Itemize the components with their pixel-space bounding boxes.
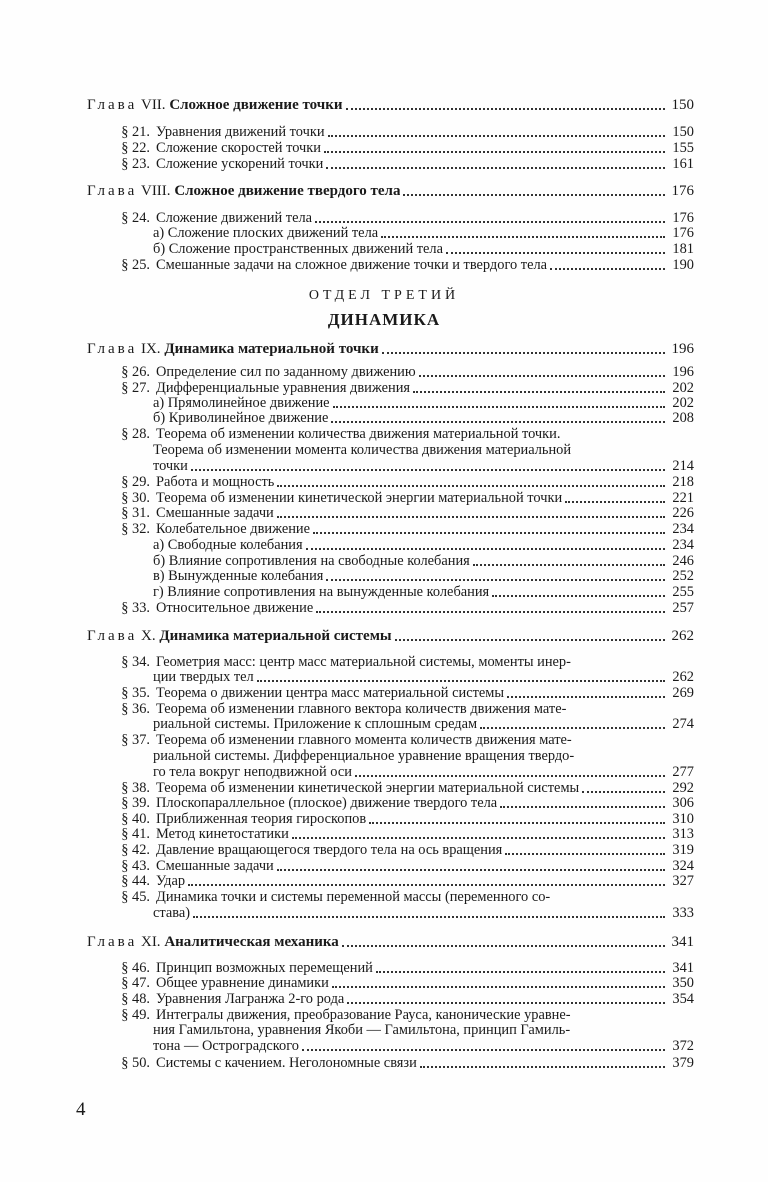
entry-title: Теорема об изменении кинетической энергии материальной системы bbox=[156, 780, 580, 796]
toc-entry bbox=[153, 442, 694, 459]
toc-entry bbox=[153, 669, 694, 686]
section-number: § 39. bbox=[121, 795, 150, 811]
page-ref: 379 bbox=[672, 1055, 694, 1071]
section-number: § 36. bbox=[121, 701, 150, 717]
chapter-row bbox=[87, 97, 694, 114]
dot-leader bbox=[302, 1049, 665, 1051]
entry-title: Работа и мощность bbox=[156, 474, 275, 490]
dot-leader bbox=[331, 421, 665, 423]
toc-entry bbox=[108, 257, 694, 274]
section-number: § 47. bbox=[121, 975, 150, 991]
dot-leader bbox=[346, 108, 665, 110]
dot-leader bbox=[395, 639, 665, 641]
dot-leader bbox=[376, 971, 665, 973]
page-ref: 196 bbox=[672, 364, 694, 380]
chapter-roman: VII. bbox=[140, 97, 166, 113]
page-number: 4 bbox=[76, 1099, 86, 1120]
toc-entry bbox=[153, 1022, 694, 1039]
toc-entry bbox=[108, 140, 694, 157]
page-ref: 277 bbox=[672, 764, 694, 780]
entry-title: Сложение движений тела bbox=[156, 210, 313, 226]
toc-entry bbox=[153, 764, 694, 781]
toc-entry bbox=[108, 685, 694, 702]
entry-title: Давление вращающегося твердого тела на ось вращения bbox=[156, 842, 503, 858]
chapter-title bbox=[87, 628, 392, 645]
entry-title: точки bbox=[153, 458, 188, 474]
page-ref: 372 bbox=[672, 1038, 694, 1054]
toc-entry bbox=[153, 748, 694, 765]
section-number: § 21. bbox=[121, 124, 150, 140]
section-number: § 48. bbox=[121, 991, 150, 1007]
dot-leader bbox=[347, 1002, 665, 1004]
dot-leader bbox=[332, 986, 665, 988]
toc-entry bbox=[153, 537, 694, 554]
dot-leader bbox=[191, 469, 665, 471]
chapter-word: Глава bbox=[87, 183, 138, 199]
dot-leader bbox=[193, 916, 665, 918]
page-ref: 214 bbox=[672, 458, 694, 474]
entry-title: б) Сложение пространственных движений тела bbox=[153, 241, 443, 257]
dot-leader bbox=[420, 1066, 665, 1068]
page-ref: 190 bbox=[672, 257, 694, 273]
section-number: § 26. bbox=[121, 364, 150, 380]
chapter-word: Глава bbox=[87, 934, 138, 950]
dot-leader bbox=[277, 869, 665, 871]
page-ref: 208 bbox=[672, 410, 694, 426]
entry-title: риальной системы. Приложение к сплошным средам bbox=[153, 716, 478, 732]
section-number: § 31. bbox=[121, 505, 150, 521]
entry-title: Геометрия масс: центр масс материальной системы, моменты инер- bbox=[156, 654, 571, 670]
dot-leader bbox=[480, 727, 665, 729]
section-number: § 23. bbox=[121, 156, 150, 172]
dot-leader bbox=[326, 579, 665, 581]
entry-title: Приближенная теория гироскопов bbox=[156, 811, 367, 827]
dot-leader bbox=[507, 696, 665, 698]
dot-leader bbox=[277, 485, 665, 487]
entry-title: Плоскопараллельное (плоское) движение твердого тела bbox=[156, 795, 498, 811]
page-ref: 176 bbox=[672, 225, 694, 241]
section-number: § 24. bbox=[121, 210, 150, 226]
page-ref: 161 bbox=[672, 156, 694, 172]
dot-leader bbox=[313, 532, 665, 534]
dot-leader bbox=[342, 945, 665, 947]
page-ref: 306 bbox=[672, 795, 694, 811]
chapter-row bbox=[87, 341, 694, 358]
dot-leader bbox=[306, 548, 665, 550]
section-number: § 42. bbox=[121, 842, 150, 858]
entry-title: Определение сил по заданному движению bbox=[156, 364, 416, 380]
chapter-name: Динамика материальной точки bbox=[164, 341, 379, 357]
dot-leader bbox=[473, 564, 665, 566]
chapter-row bbox=[87, 934, 694, 951]
entry-title: в) Вынужденные колебания bbox=[153, 568, 324, 584]
dot-leader bbox=[292, 837, 665, 839]
entry-title: Смешанные задачи на сложное движение точки и твердого тела bbox=[156, 257, 548, 273]
entry-title: Теорема об изменении главного вектора количеств движения мате- bbox=[156, 701, 567, 717]
entry-title: Сложение скоростей точки bbox=[156, 140, 321, 156]
toc-entry bbox=[153, 584, 694, 601]
dot-leader bbox=[403, 194, 665, 196]
dot-leader bbox=[565, 501, 665, 503]
dot-leader bbox=[419, 375, 665, 377]
dot-leader bbox=[326, 167, 665, 169]
entry-title: Теорема о движении центра масс материальной системы bbox=[156, 685, 505, 701]
chapter-name: Сложное движение твердого тела bbox=[174, 183, 401, 199]
entry-title: Удар bbox=[156, 873, 186, 889]
chapter-word: Глава bbox=[87, 628, 138, 644]
entry-title: Смешанные задачи bbox=[156, 505, 274, 521]
section-number: § 50. bbox=[121, 1055, 150, 1071]
dot-leader bbox=[355, 775, 665, 777]
toc-entry bbox=[108, 364, 694, 381]
chapter-roman: XI. bbox=[140, 934, 161, 950]
chapter-word: Глава bbox=[87, 97, 138, 113]
department-label: ОТДЕЛ ТРЕТИЙ bbox=[308, 288, 460, 303]
toc-entry bbox=[153, 716, 694, 733]
page-ref: 150 bbox=[672, 124, 694, 140]
page-ref: 221 bbox=[672, 490, 694, 506]
dot-leader bbox=[505, 853, 665, 855]
toc-entry bbox=[108, 600, 694, 617]
chapter-name: Динамика материальной системы bbox=[159, 628, 392, 644]
dot-leader bbox=[446, 252, 665, 254]
section-number: § 32. bbox=[121, 521, 150, 537]
entry-title: б) Криволинейное движение bbox=[153, 410, 329, 426]
dot-leader bbox=[333, 406, 665, 408]
entry-title: Сложение ускорений точки bbox=[156, 156, 324, 172]
chapter-word: Глава bbox=[87, 341, 138, 357]
dot-leader bbox=[381, 236, 665, 238]
dot-leader bbox=[257, 680, 665, 682]
page-ref: 255 bbox=[672, 584, 694, 600]
chapter-name: Сложное движение точки bbox=[169, 97, 343, 113]
page-ref: 292 bbox=[672, 780, 694, 796]
chapter-row bbox=[87, 183, 694, 200]
toc-entry bbox=[153, 410, 694, 427]
page-ref: 262 bbox=[671, 628, 694, 644]
section-number: § 22. bbox=[121, 140, 150, 156]
chapter-roman: IX. bbox=[140, 341, 161, 357]
page-ref: 350 bbox=[672, 975, 694, 991]
chapter-name: Аналитическая механика bbox=[164, 934, 339, 950]
toc-entry bbox=[153, 458, 694, 475]
chapter-title bbox=[87, 934, 339, 951]
section-number: § 41. bbox=[121, 826, 150, 842]
chapter-row bbox=[87, 628, 694, 645]
dot-leader bbox=[188, 884, 665, 886]
toc-entry bbox=[153, 905, 694, 922]
toc-entry bbox=[108, 124, 694, 141]
section-number: § 43. bbox=[121, 858, 150, 874]
page-ref: 341 bbox=[671, 934, 694, 950]
page-ref: 150 bbox=[671, 97, 694, 113]
entry-title: а) Свободные колебания bbox=[153, 537, 303, 553]
dot-leader bbox=[315, 221, 665, 223]
page-ref: 274 bbox=[672, 716, 694, 732]
toc-entry bbox=[108, 795, 694, 812]
entry-title: г) Влияние сопротивления на вынужденные колебания bbox=[153, 584, 490, 600]
section-number: § 38. bbox=[121, 780, 150, 796]
page-ref: 324 bbox=[672, 858, 694, 874]
page-ref: 218 bbox=[672, 474, 694, 490]
dot-leader bbox=[492, 595, 665, 597]
toc-entry bbox=[108, 1055, 694, 1072]
section-number: § 45. bbox=[121, 889, 150, 905]
entry-title: Принцип возможных перемещений bbox=[156, 960, 373, 976]
toc-entry bbox=[108, 842, 694, 859]
page-ref: 226 bbox=[672, 505, 694, 521]
toc-entry bbox=[153, 1038, 694, 1055]
toc-entry bbox=[108, 474, 694, 491]
chapter-title bbox=[87, 183, 400, 200]
dot-leader bbox=[582, 791, 665, 793]
dot-leader bbox=[550, 268, 665, 270]
chapter-title bbox=[87, 97, 343, 114]
chapter-roman: X. bbox=[140, 628, 156, 644]
toc-entry bbox=[108, 426, 694, 443]
dot-leader bbox=[500, 806, 665, 808]
toc-entry bbox=[153, 225, 694, 242]
entry-title: а) Сложение плоских движений тела bbox=[153, 225, 379, 241]
page-ref: 252 bbox=[672, 568, 694, 584]
entry-title: Уравнения движений точки bbox=[156, 124, 325, 140]
toc-entry bbox=[108, 521, 694, 538]
section-number: § 28. bbox=[121, 426, 150, 442]
page-ref: 176 bbox=[672, 210, 694, 226]
entry-title: го тела вокруг неподвижной оси bbox=[153, 764, 352, 780]
dot-leader bbox=[277, 516, 665, 518]
page-ref: 257 bbox=[672, 600, 694, 616]
entry-title: Метод кинетостатики bbox=[156, 826, 289, 842]
entry-title: Динамика точки и системы переменной массы (переменного со- bbox=[156, 889, 551, 905]
entry-title: Общее уравнение динамики bbox=[156, 975, 329, 991]
section-number: § 46. bbox=[121, 960, 150, 976]
page-ref: 341 bbox=[672, 960, 694, 976]
entry-title: Колебательное движение bbox=[156, 521, 311, 537]
chapter-title bbox=[87, 341, 379, 358]
toc-entry bbox=[108, 975, 694, 992]
section-number: § 34. bbox=[121, 654, 150, 670]
page-ref: 181 bbox=[672, 241, 694, 257]
dot-leader bbox=[316, 611, 665, 613]
toc-entry bbox=[108, 505, 694, 522]
page-ref: 176 bbox=[671, 183, 694, 199]
page-ref: 155 bbox=[672, 140, 694, 156]
section-number: § 25. bbox=[121, 257, 150, 273]
entry-title: Теорема об изменении момента количества движения материальной bbox=[153, 442, 572, 458]
section-number: § 29. bbox=[121, 474, 150, 490]
entry-title: Уравнения Лагранжа 2-го рода bbox=[156, 991, 345, 1007]
page-ref: 202 bbox=[672, 380, 694, 396]
entry-title: Теорема об изменении главного момента количеств движения мате- bbox=[156, 732, 572, 748]
toc-entry bbox=[108, 873, 694, 890]
page-ref: 202 bbox=[672, 395, 694, 411]
page-ref: 246 bbox=[672, 553, 694, 569]
toc-entry bbox=[108, 826, 694, 843]
chapter-roman: VIII. bbox=[140, 183, 171, 199]
page-ref: 262 bbox=[672, 669, 694, 685]
section-number: § 40. bbox=[121, 811, 150, 827]
dot-leader bbox=[324, 151, 665, 153]
entry-title: Теорема об изменении количества движения материальной точки. bbox=[156, 426, 561, 442]
entry-title: Дифференциальные уравнения движения bbox=[156, 380, 411, 396]
dot-leader bbox=[369, 822, 665, 824]
section-number: § 30. bbox=[121, 490, 150, 506]
page-ref: 310 bbox=[672, 811, 694, 827]
toc-entry bbox=[153, 568, 694, 585]
toc-entry bbox=[153, 241, 694, 258]
entry-title: става) bbox=[153, 905, 191, 921]
page-ref: 354 bbox=[672, 991, 694, 1007]
page-ref: 327 bbox=[672, 873, 694, 889]
page-ref: 319 bbox=[672, 842, 694, 858]
toc-entry bbox=[108, 732, 694, 749]
toc-entry bbox=[108, 889, 694, 906]
entry-title: Интегралы движения, преобразование Рауса, канонические уравне- bbox=[156, 1007, 571, 1023]
entry-title: а) Прямолинейное движение bbox=[153, 395, 330, 411]
entry-title: Относительное движение bbox=[156, 600, 314, 616]
dot-leader bbox=[382, 352, 665, 354]
section-number: § 37. bbox=[121, 732, 150, 748]
entry-title: Смешанные задачи bbox=[156, 858, 274, 874]
page-ref: 234 bbox=[672, 537, 694, 553]
page-ref: 196 bbox=[671, 341, 694, 357]
section-number: § 27. bbox=[121, 380, 150, 396]
entry-title: Системы с качением. Неголономные связи bbox=[156, 1055, 417, 1071]
page-ref: 269 bbox=[672, 685, 694, 701]
section-number: § 44. bbox=[121, 873, 150, 889]
page-ref: 333 bbox=[672, 905, 694, 921]
dot-leader bbox=[413, 391, 665, 393]
dot-leader bbox=[328, 135, 665, 137]
entry-title: риальной системы. Дифференциальное уравнение вращения твердо- bbox=[153, 748, 575, 764]
section-number: § 33. bbox=[121, 600, 150, 616]
section-number: § 49. bbox=[121, 1007, 150, 1023]
page-ref: 313 bbox=[672, 826, 694, 842]
toc-entry bbox=[108, 156, 694, 173]
page-ref: 234 bbox=[672, 521, 694, 537]
entry-title: б) Влияние сопротивления на свободные колебания bbox=[153, 553, 470, 569]
entry-title: ции твердых тел bbox=[153, 669, 254, 685]
department-title: ДИНАМИКА bbox=[327, 310, 441, 329]
section-number: § 35. bbox=[121, 685, 150, 701]
toc-entry bbox=[108, 991, 694, 1008]
entry-title: Теорема об изменении кинетической энергии материальной точки bbox=[156, 490, 563, 506]
entry-title: тона — Остроградского bbox=[153, 1038, 299, 1054]
entry-title: ния Гамильтона, уравнения Якоби — Гамильтона, принцип Гамиль- bbox=[153, 1022, 571, 1038]
